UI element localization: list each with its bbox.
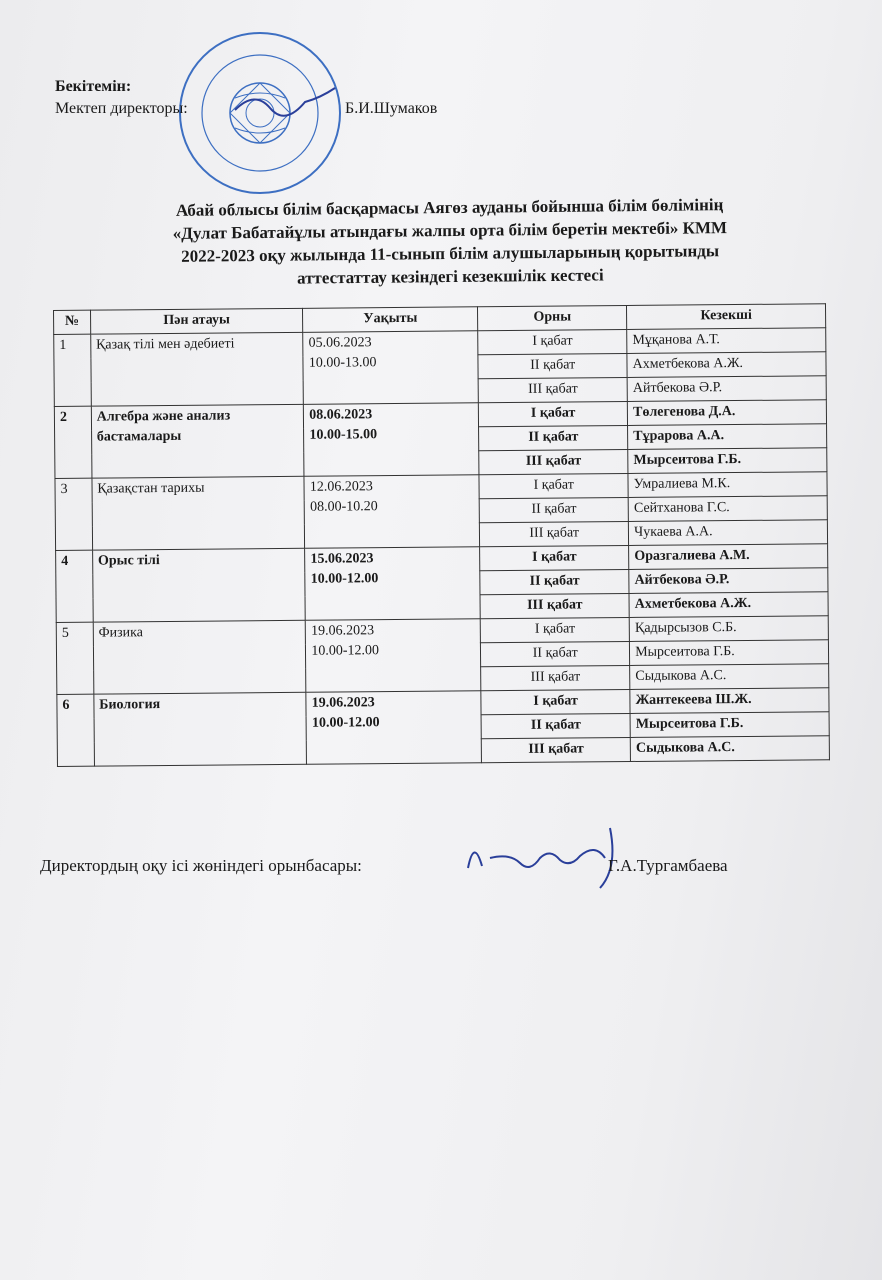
deputy-label: Директордың оқу ісі жөніндегі орынбасары: <box>40 856 362 875</box>
row-duty-person: Айтбекова Ә.Р. <box>627 376 826 402</box>
document-title <box>55 192 846 292</box>
row-floor: III қабат <box>478 377 627 402</box>
row-time: 10.00-12.00 <box>311 643 380 659</box>
row-duty-person: Сыдыкова А.С. <box>630 736 829 762</box>
approval-header: Бекітемін: <box>55 78 132 95</box>
header-time: Уақыты <box>303 307 478 333</box>
row-number: 6 <box>57 694 94 766</box>
row-datetime <box>306 619 482 693</box>
row-date: 05.06.2023 <box>308 335 372 351</box>
row-floor: I қабат <box>479 401 628 426</box>
row-datetime <box>305 547 481 621</box>
row-floor: I қабат <box>479 473 628 498</box>
row-datetime <box>304 475 480 549</box>
row-subject: Қазақ тілі мен әдебиеті <box>90 332 303 406</box>
row-duty-person: Сейтханова Г.С. <box>628 496 827 522</box>
row-time: 10.00-12.00 <box>310 571 379 587</box>
row-floor: III қабат <box>481 665 630 690</box>
row-floor: I қабат <box>480 545 629 570</box>
header-duty-person: Кезекші <box>627 304 826 330</box>
row-subject: Биология <box>94 692 307 766</box>
title-line-3: 2022-2023 оқу жылында 11-сынып білім алушыларының қорытынды <box>181 241 720 266</box>
row-duty-person: Төлегенова Д.А. <box>627 400 826 426</box>
title-line-1: Абай облысы білім басқармасы Аягөз ауданы бойынша білім бөлімінің <box>175 195 724 220</box>
row-number: 5 <box>56 622 93 694</box>
row-duty-person: Мырсеитова Г.Б. <box>630 712 829 738</box>
header-location: Орны <box>478 305 627 330</box>
row-floor: II қабат <box>478 353 627 378</box>
row-subject: Алгебра және анализ бастамалары <box>91 404 304 478</box>
row-subject: Физика <box>93 620 306 694</box>
row-number: 4 <box>56 550 93 622</box>
row-date: 15.06.2023 <box>310 551 374 567</box>
row-duty-person: Тұрарова А.А. <box>628 424 827 450</box>
row-floor: III қабат <box>481 737 630 762</box>
director-signature <box>225 80 345 130</box>
row-date: 08.06.2023 <box>309 407 373 423</box>
row-subject: Қазақстан тарихы <box>92 476 305 550</box>
row-date: 12.06.2023 <box>309 479 373 495</box>
row-duty-person: Ахметбекова А.Ж. <box>627 352 826 378</box>
row-duty-person: Мырсеитова Г.Б. <box>630 640 829 666</box>
row-floor: II қабат <box>481 641 630 666</box>
row-time: 08.00-10.20 <box>309 499 378 515</box>
row-floor: II қабат <box>479 497 628 522</box>
approval-block <box>55 76 438 120</box>
row-duty-person: Қадырсызов С.Б. <box>629 616 828 642</box>
row-duty-person: Сыдыкова А.С. <box>630 664 829 690</box>
director-name: Б.И.Шумаков <box>345 100 438 117</box>
row-floor: I қабат <box>481 689 630 714</box>
row-number: 3 <box>55 478 92 550</box>
row-datetime <box>306 691 482 765</box>
row-floor: II қабат <box>481 713 630 738</box>
row-datetime <box>303 331 479 405</box>
table-body <box>54 328 830 767</box>
title-line-2: «Дулат Бабатайұлы атындағы жалпы орта білім беретін мектебі» КММ <box>172 218 728 243</box>
row-floor: I қабат <box>480 617 629 642</box>
row-floor: III қабат <box>480 521 629 546</box>
row-floor: II қабат <box>479 425 628 450</box>
row-duty-person: Жантекеева Ш.Ж. <box>630 688 829 714</box>
row-time: 10.00-13.00 <box>308 355 377 371</box>
title-line-4: аттестаттау кезіндегі кезекшілік кестесі <box>296 265 604 288</box>
row-duty-person: Мұқанова А.Т. <box>627 328 826 354</box>
row-floor: I қабат <box>478 329 627 354</box>
header-subject: Пән атауы <box>90 308 303 334</box>
row-time: 10.00-12.00 <box>311 715 380 731</box>
row-duty-person: Айтбекова Ә.Р. <box>629 568 828 594</box>
duty-schedule-table <box>53 303 830 767</box>
row-date: 19.06.2023 <box>311 623 375 639</box>
deputy-name: Г.А.Тургамбаева <box>608 856 728 875</box>
row-number: 2 <box>54 406 91 478</box>
row-date: 19.06.2023 <box>311 695 375 711</box>
row-duty-person: Оразгалиева А.М. <box>629 544 828 570</box>
director-label: Мектеп директоры: <box>55 100 188 117</box>
row-floor: III қабат <box>480 593 629 618</box>
row-floor: III қабат <box>479 449 628 474</box>
row-floor: II қабат <box>480 569 629 594</box>
row-duty-person: Умралиева М.К. <box>628 472 827 498</box>
row-duty-person: Ахметбекова А.Ж. <box>629 592 828 618</box>
header-number: № <box>54 310 91 334</box>
row-subject: Орыс тілі <box>92 548 305 622</box>
row-datetime <box>304 403 480 477</box>
row-duty-person: Мырсеитова Г.Б. <box>628 448 827 474</box>
row-duty-person: Чукаева А.А. <box>629 520 828 546</box>
row-number: 1 <box>54 334 91 406</box>
row-time: 10.00-15.00 <box>309 427 378 443</box>
